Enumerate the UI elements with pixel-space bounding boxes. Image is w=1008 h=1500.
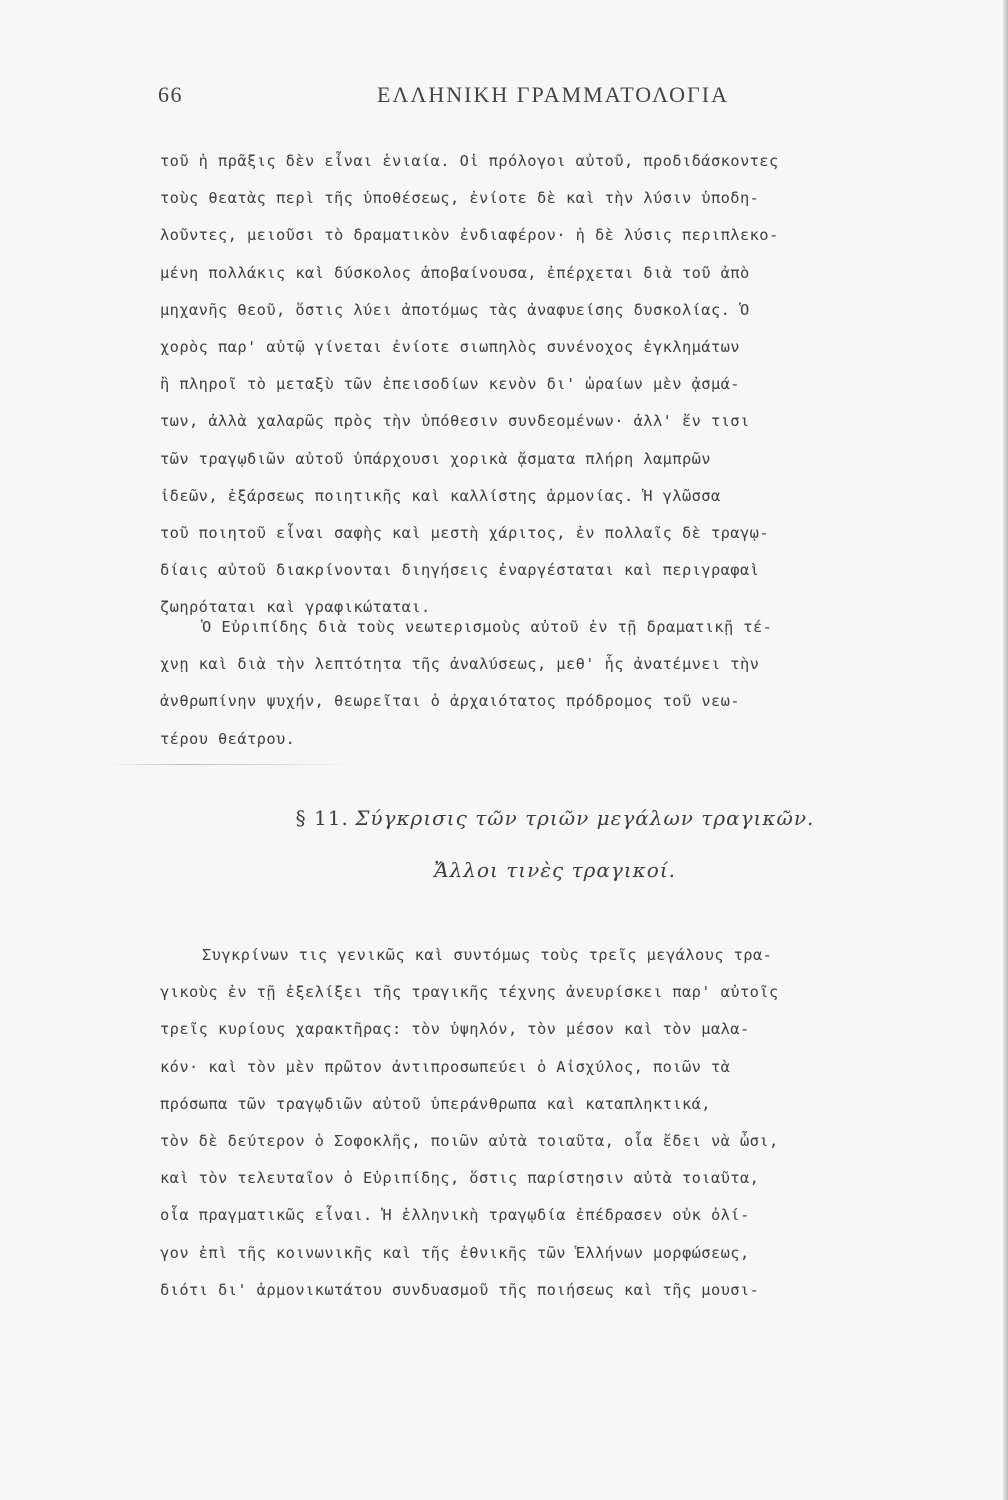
text-line: τῶν τραγῳδιῶν αὐτοῦ ὑπάρχουσι χορικὰ ᾄσματα πλήρη λαμπρῶν — [160, 449, 711, 468]
text-line: μηχανῆς θεοῦ, ὅστις λύει ἀποτόμως τὰς ἀναφυείσης δυσκολίας. Ὁ — [160, 300, 750, 319]
text-line: ἰδεῶν, ἐξάρσεως ποιητικῆς καὶ καλλίστης ἁρμονίας. Ἡ γλῶσσα — [160, 486, 721, 505]
text-line: γικοὺς ἐν τῇ ἐξελίξει τῆς τραγικῆς τέχνης ἀνευρίσκει παρ' αὐτοῖς — [160, 983, 779, 1002]
section-heading — [160, 806, 950, 830]
section-number: § 11. — [295, 806, 349, 830]
text-line: κόν· καὶ τὸν μὲν πρῶτον ἀντιπροσωπεύει ὁ Αἰσχύλος, ποιῶν τὰ — [160, 1057, 731, 1076]
paragraph-1 — [160, 143, 950, 626]
text-line: Ὁ Εὐριπίδης διὰ τοὺς νεωτερισμοὺς αὐτοῦ ἐν τῇ δραματικῇ τέ- — [202, 618, 773, 636]
text-line: λοῦντες, μειοῦσι τὸ δραματικὸν ἐνδιαφέρον· ἡ δὲ λύσις περιπλεκο- — [160, 226, 779, 245]
text-line: δίαις αὐτοῦ διακρίνονται διηγήσεις ἐναργέσταται καὶ περιγραφαὶ — [160, 561, 760, 580]
text-line: των, ἀλλὰ χαλαρῶς πρὸς τὴν ὑπόθεσιν συνδεομένων· ἀλλ' ἔν τισι — [160, 412, 750, 431]
text-line: μένη πολλάκις καὶ δύσκολος ἀποβαίνουσα, ἐπέρχεται διὰ τοῦ ἀπὸ — [160, 263, 750, 282]
text-line: ζωηρόταται καὶ γραφικώταται. — [160, 598, 431, 617]
text-line: τὸν δὲ δεύτερον ὁ Σοφοκλῆς, ποιῶν αὐτὰ τοιαῦτα, οἷα ἔδει νὰ ὦσι, — [160, 1131, 779, 1150]
section-subheading — [160, 858, 950, 882]
text-line: χορὸς παρ' αὐτῷ γίνεται ἐνίοτε σιωπηλὸς συνένοχος ἐγκλημάτων — [160, 337, 740, 356]
page-edge-shadow — [1003, 0, 1008, 1500]
text-line: γον ἐπὶ τῆς κοινωνικῆς καὶ τῆς ἐθνικῆς τῶν Ἑλλήνων μορφώσεως, — [160, 1243, 750, 1262]
text-line: ἀνθρωπίνην ψυχήν, θεωρεῖται ὁ ἀρχαιότατος πρόδρομος τοῦ νεω- — [160, 692, 740, 711]
text-line: οἷα πραγματικῶς εἶναι. Ἡ ἑλληνικὴ τραγῳδία ἐπέδρασεν οὐκ ὀλί- — [160, 1206, 750, 1225]
text-line: πρόσωπα τῶν τραγῳδιῶν αὐτοῦ ὑπεράνθρωπα καὶ καταπληκτικά, — [160, 1094, 711, 1113]
text-line: τοῦ ποιητοῦ εἶναι σαφὴς καὶ μεστὴ χάριτος, ἐν πολλαῖς δὲ τραγῳ- — [160, 523, 769, 542]
paragraph-3 — [160, 937, 950, 1309]
text-line: τρεῖς κυρίους χαρακτῆρας: τὸν ὑψηλόν, τὸν μέσον καὶ τὸν μαλα- — [160, 1020, 750, 1039]
text-line: τοῦ ἡ πρᾶξις δὲν εἶναι ἑνιαία. Οἱ πρόλογοι αὐτοῦ, προδιδάσκοντες — [160, 152, 779, 170]
text-line: τοὺς θεατὰς περὶ τῆς ὑποθέσεως, ἐνίοτε δὲ καὶ τὴν λύσιν ὑποδη- — [160, 189, 760, 208]
text-line: διότι δι' ἁρμονικωτάτου συνδυασμοῦ τῆς ποιήσεως καὶ τῆς μουσι- — [160, 1280, 760, 1299]
page-number: 66 — [158, 82, 183, 107]
faint-rule — [108, 764, 358, 765]
text-line: ἢ πληροῖ τὸ μεταξὺ τῶν ἐπεισοδίων κενὸν δι' ὡραίων μὲν ᾀσμά- — [160, 375, 740, 394]
running-title: ΕΛΛΗΝΙΚΗ ΓΡΑΜΜΑΤΟΛΟΓΙΑ — [377, 82, 729, 107]
paragraph-2 — [160, 609, 950, 758]
section-subtitle: Ἄλλοι τινὲς τραγικοί. — [433, 858, 677, 882]
text-line: χνῃ καὶ διὰ τὴν λεπτότητα τῆς ἀναλύσεως, μεθ' ἧς ἀνατέμνει τὴν — [160, 655, 760, 674]
text-line: Συγκρίνων τις γενικῶς καὶ συντόμως τοὺς τρεῖς μεγάλους τρα- — [202, 946, 773, 964]
section-title: Σύγκρισις τῶν τριῶν μεγάλων τραγικῶν. — [355, 806, 815, 830]
page-header — [158, 82, 948, 122]
text-line: τέρου θεάτρου. — [160, 729, 296, 748]
text-line: καὶ τὸν τελευταῖον ὁ Εὐριπίδης, ὅστις παρίστησιν αὐτὰ τοιαῦτα, — [160, 1169, 760, 1188]
